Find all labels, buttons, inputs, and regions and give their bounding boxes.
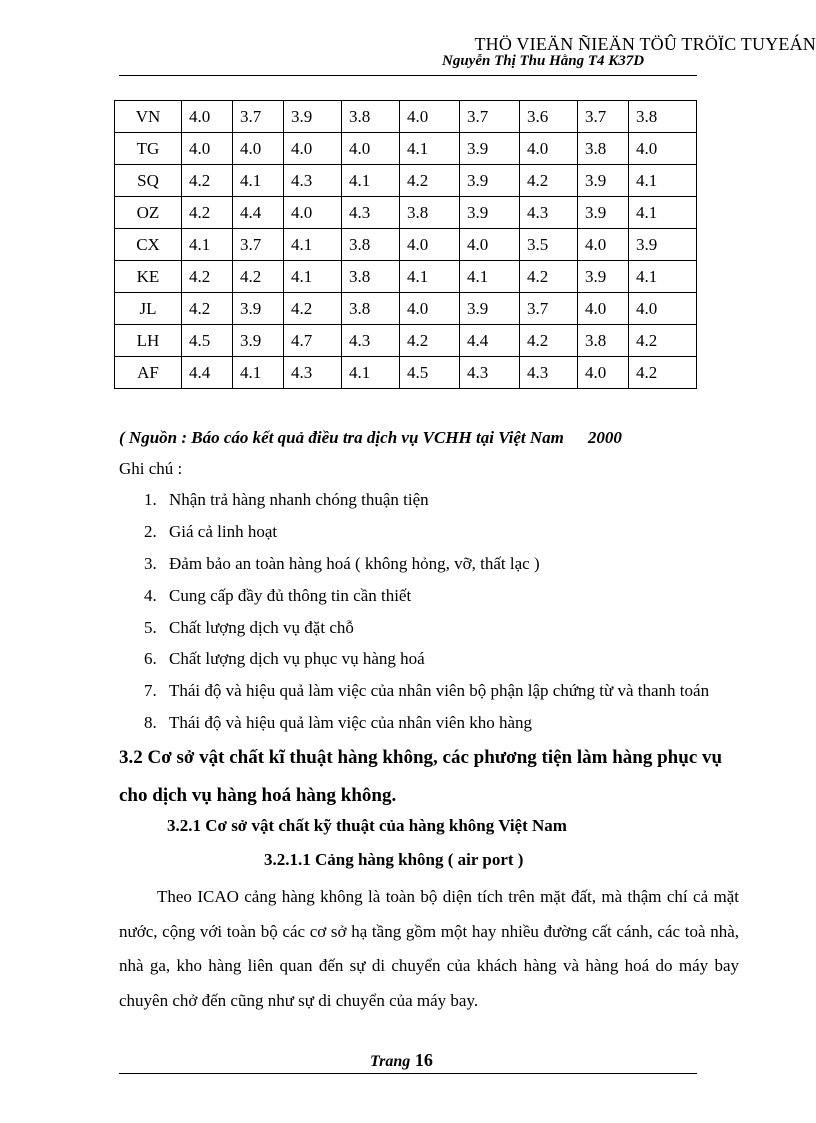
score-cell: 3.9: [578, 197, 629, 229]
score-cell: 4.2: [182, 197, 233, 229]
score-cell: 4.0: [284, 197, 342, 229]
score-cell: 4.0: [578, 357, 629, 389]
note-item: [144, 618, 709, 650]
note-text: Nhận trả hàng nhanh chóng thuận tiện: [169, 490, 429, 509]
score-cell: 3.7: [233, 101, 284, 133]
subsection-heading: 3.2.1 Cơ sở vật chất kỹ thuật của hàng không Việt Nam: [167, 816, 567, 835]
score-cell: 4.3: [520, 357, 578, 389]
score-cell: 4.0: [400, 229, 460, 261]
score-cell: 4.5: [400, 357, 460, 389]
note-number: 8.: [144, 713, 157, 733]
score-cell: 4.0: [182, 133, 233, 165]
body-paragraph: Theo ICAO cảng hàng không là toàn bộ diện tích trên mặt đất, mà thậm chí cả mặt nước, cộng với toàn bộ các cơ sở hạ tầng gồm một hay nhiều đường cất cánh, các toà nhà, nhà ga, kho hàng liên quan đến sự di chuyển của khách hàng và hàng hoá do máy bay chuyên chở đến cũng như sự di chuyển của máy bay.: [119, 887, 739, 1010]
score-cell: 3.9: [233, 325, 284, 357]
score-cell: 4.2: [520, 325, 578, 357]
score-cell: 4.2: [182, 261, 233, 293]
note-number: 4.: [144, 585, 157, 605]
note-text: Chất lượng dịch vụ đặt chỗ: [169, 617, 354, 637]
score-cell: 3.8: [342, 261, 400, 293]
score-cell: 4.3: [520, 197, 578, 229]
note-number: 7.: [144, 681, 157, 701]
score-cell: 4.1: [342, 165, 400, 197]
airline-code-cell: SQ: [115, 165, 182, 197]
score-cell: 4.0: [629, 293, 697, 325]
score-cell: 4.0: [578, 229, 629, 261]
note-text: Thái độ và hiệu quả làm việc của nhân viên bộ phận lập chứng từ và thanh toán: [169, 681, 710, 701]
score-cell: 4.1: [460, 261, 520, 293]
note-text: Đảm bảo an toàn hàng hoá ( không hỏng, vỡ, thất lạc ): [169, 553, 540, 573]
airline-code-cell: OZ: [115, 197, 182, 229]
score-cell: 4.2: [233, 261, 284, 293]
score-cell: 4.0: [400, 101, 460, 133]
score-cell: 3.9: [233, 293, 284, 325]
score-cell: 3.8: [342, 101, 400, 133]
table-row: [115, 229, 697, 261]
score-cell: 3.8: [400, 197, 460, 229]
score-cell: 3.7: [578, 101, 629, 133]
note-item: [144, 649, 709, 681]
header-divider: [119, 75, 697, 76]
score-cell: 3.9: [629, 229, 697, 261]
note-number: 5.: [144, 617, 157, 637]
score-cell: 4.2: [182, 165, 233, 197]
table-row: [115, 293, 697, 325]
note-number: 3.: [144, 553, 157, 573]
score-cell: 3.9: [460, 197, 520, 229]
score-cell: 4.1: [233, 357, 284, 389]
score-cell: 4.3: [460, 357, 520, 389]
score-cell: 3.7: [460, 101, 520, 133]
table-row: [115, 197, 697, 229]
score-cell: 4.3: [342, 325, 400, 357]
score-cell: 3.9: [460, 165, 520, 197]
score-cell: 3.8: [342, 293, 400, 325]
note-item: [144, 681, 709, 713]
note-item: [144, 554, 709, 586]
score-cell: 4.2: [400, 325, 460, 357]
note-text: Thái độ và hiệu quả làm việc của nhân viên kho hàng: [169, 713, 533, 733]
page-footer: [370, 1050, 433, 1071]
score-cell: 4.1: [233, 165, 284, 197]
source-year: 2000: [587, 428, 622, 447]
score-cell: 4.2: [629, 357, 697, 389]
score-cell: 4.1: [629, 165, 697, 197]
score-cell: 4.2: [520, 165, 578, 197]
notes-list: [144, 490, 709, 745]
note-number: 6.: [144, 649, 157, 669]
score-cell: 3.9: [460, 293, 520, 325]
score-cell: 4.1: [629, 197, 697, 229]
score-cell: 4.3: [284, 357, 342, 389]
score-cell: 4.0: [520, 133, 578, 165]
note-item: [144, 490, 709, 522]
note-item: [144, 522, 709, 554]
score-cell: 4.2: [400, 165, 460, 197]
table-row: [115, 325, 697, 357]
airline-code-cell: VN: [115, 101, 182, 133]
score-cell: 4.0: [284, 133, 342, 165]
airline-code-cell: AF: [115, 357, 182, 389]
table-row: [115, 165, 697, 197]
note-text: Chất lượng dịch vụ phục vụ hàng hoá: [169, 649, 425, 669]
score-cell: 3.8: [629, 101, 697, 133]
score-cell: 4.0: [182, 101, 233, 133]
score-cell: 3.9: [578, 261, 629, 293]
note-number: 2.: [144, 521, 157, 541]
score-cell: 3.7: [233, 229, 284, 261]
airline-code-cell: LH: [115, 325, 182, 357]
airline-code-cell: CX: [115, 229, 182, 261]
notes-title: Ghi chú :: [119, 459, 183, 478]
table-row: [115, 133, 697, 165]
score-table-body: [115, 101, 697, 389]
score-cell: 3.9: [578, 165, 629, 197]
score-cell: 3.8: [578, 325, 629, 357]
table-row: [115, 261, 697, 293]
score-cell: 4.0: [460, 229, 520, 261]
score-cell: 4.0: [342, 133, 400, 165]
table-row: [115, 101, 697, 133]
score-cell: 4.0: [629, 133, 697, 165]
score-cell: 3.7: [520, 293, 578, 325]
score-cell: 3.8: [342, 229, 400, 261]
source-text: ( Nguồn : Báo cáo kết quả điều tra dịch vụ VCHH tại Việt Nam: [119, 428, 564, 447]
score-cell: 4.1: [629, 261, 697, 293]
score-cell: 3.9: [460, 133, 520, 165]
page-number: 16: [414, 1050, 433, 1070]
section-heading-line-1: 3.2 Cơ sở vật chất kĩ thuật hàng không, các phương tiện làm hàng phục vụ: [119, 747, 723, 768]
score-cell: 4.4: [460, 325, 520, 357]
note-number: 1.: [144, 490, 157, 509]
source-note: [119, 428, 622, 448]
score-cell: 4.1: [284, 261, 342, 293]
note-text: Cung cấp đầy đủ thông tin cần thiết: [169, 585, 412, 605]
airline-code-cell: TG: [115, 133, 182, 165]
note-text: Giá cả linh hoạt: [169, 521, 278, 541]
airline-code-cell: KE: [115, 261, 182, 293]
score-cell: 4.0: [578, 293, 629, 325]
score-cell: 4.3: [342, 197, 400, 229]
score-cell: 4.4: [233, 197, 284, 229]
score-cell: 4.2: [629, 325, 697, 357]
survey-score-table: [114, 100, 697, 389]
header-author: Nguyễn Thị Thu Hằng T4 K37D: [442, 53, 645, 69]
score-cell: 4.0: [400, 293, 460, 325]
score-cell: 4.5: [182, 325, 233, 357]
footer-divider: [119, 1073, 697, 1074]
score-cell: 3.5: [520, 229, 578, 261]
score-cell: 4.1: [400, 133, 460, 165]
score-cell: 4.7: [284, 325, 342, 357]
score-cell: 4.2: [182, 293, 233, 325]
section-heading-line-2: cho dịch vụ hàng hoá hàng không.: [119, 785, 397, 806]
score-cell: 4.2: [520, 261, 578, 293]
score-cell: 4.0: [233, 133, 284, 165]
header-site-name: THÖ VIEÄN ÑIEÄN TÖÛ TRÖÏC TUYEÁN: [474, 34, 816, 54]
score-cell: 3.9: [284, 101, 342, 133]
score-cell: 3.8: [578, 133, 629, 165]
score-cell: 4.1: [284, 229, 342, 261]
score-cell: 4.1: [182, 229, 233, 261]
score-cell: 3.6: [520, 101, 578, 133]
subsubsection-heading: 3.2.1.1 Cảng hàng không ( air port ): [264, 850, 524, 869]
airline-code-cell: JL: [115, 293, 182, 325]
score-cell: 4.1: [342, 357, 400, 389]
note-item: [144, 586, 709, 618]
page-label: Trang: [370, 1053, 411, 1070]
score-cell: 4.3: [284, 165, 342, 197]
score-cell: 4.1: [400, 261, 460, 293]
score-cell: 4.4: [182, 357, 233, 389]
score-cell: 4.2: [284, 293, 342, 325]
table-row: [115, 357, 697, 389]
